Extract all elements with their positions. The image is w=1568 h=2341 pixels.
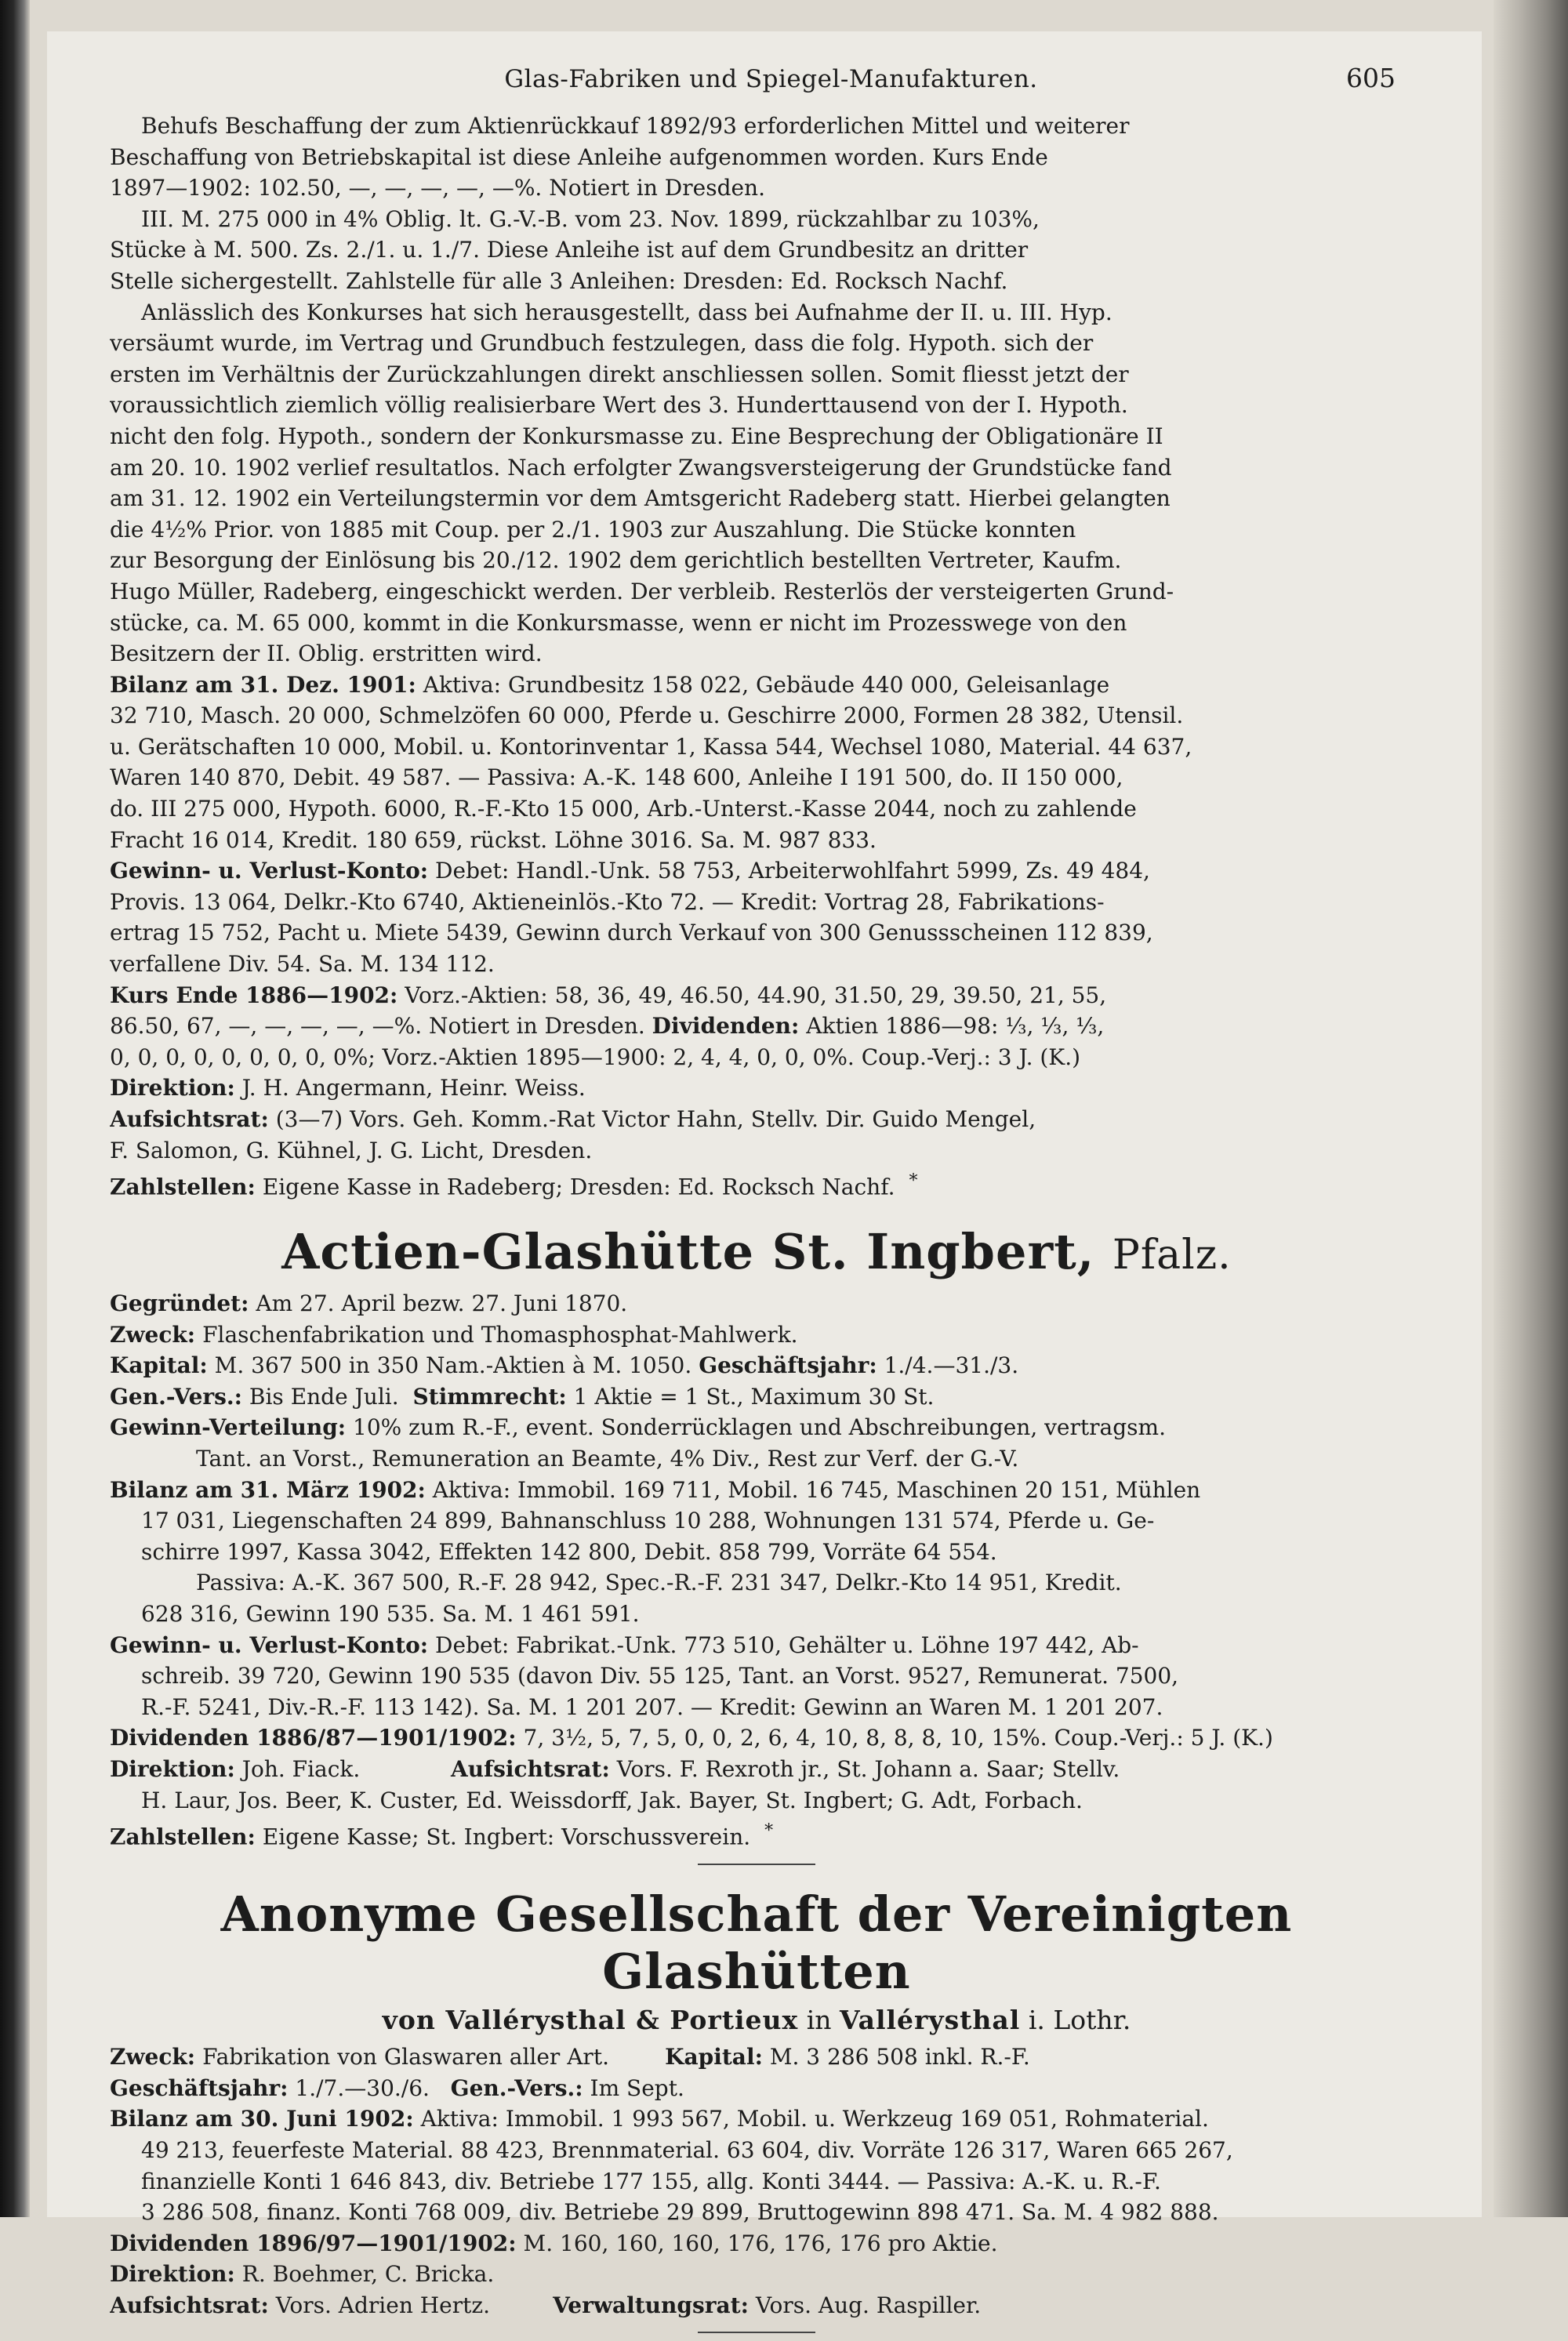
section-divider [698, 2332, 815, 2333]
text-line: Passiva: A.-K. 367 500, R.-F. 28 942, Spec.-R.-F. 231 347, Delkr.-Kto 14 951, Kredit. [196, 1570, 1122, 1596]
section-continuation [110, 111, 1403, 1203]
section-vallerysthal [110, 2042, 1403, 2321]
text-line: Beschaffung von Betriebskapital ist diese Anleihe aufgenommen worden. Kurs Ende [110, 143, 1048, 170]
geschaeftsjahr-line: Geschäftsjahr: 1./7.—30./6. Gen.-Vers.: Im Sept. [110, 2074, 684, 2101]
text-line: 628 316, Gewinn 190 535. Sa. M. 1 461 591. [141, 1601, 640, 1628]
bilanz-line: Bilanz am 31. Dez. 1901: Aktiva: Grundbesitz 158 022, Gebäude 440 000, Geleisanlage [110, 671, 1110, 698]
kurs-line: Kurs Ende 1886—1902: Vorz.-Aktien: 58, 36, 49, 46.50, 44.90, 31.50, 29, 39.50, 21, 55, [110, 982, 1107, 1008]
text-line: Fracht 16 014, Kredit. 180 659, rückst. Löhne 3016. Sa. M. 987 833. [110, 826, 877, 853]
text-line: Behufs Beschaffung der zum Aktienrückkauf 1892/93 erforderlichen Mittel und weiterer [141, 113, 1130, 139]
text-line: 32 710, Masch. 20 000, Schmelzöfen 60 000, Pferde u. Geschirre 2000, Formen 28 382, Utensil. [110, 702, 1184, 729]
text-line: R.-F. 5241, Div.-R.-F. 113 142). Sa. M. 1 201 207. — Kredit: Gewinn an Waren M. 1 201 207. [141, 1693, 1163, 1720]
text-line: Stücke à M. 500. Zs. 2./1. u. 1./7. Diese Anleihe ist auf dem Grundbesitz an dritter [110, 237, 1029, 263]
running-head [110, 63, 1403, 93]
text-line: zur Besorgung der Einlösung bis 20./12. 1902 dem gerichtlich bestellten Vertreter, Kaufm. [110, 547, 1122, 574]
text-line: 0, 0, 0, 0, 0, 0, 0, 0, 0%; Vorz.-Aktien 1895—1900: 2, 4, 4, 0, 0, 0%. Coup.-Verj.: 3 J. (K.) [110, 1043, 1081, 1070]
bilanz-label: Bilanz am 31. Dez. 1901: [110, 671, 416, 698]
zahlstellen-label: Zahlstellen: [110, 1174, 256, 1200]
text-line: 1897—1902: 102.50, —, —, —, —, —%. Notiert in Dresden. [110, 175, 765, 201]
zweck-line: Zweck: Flaschenfabrikation und Thomasphosphat-Mahlwerk. [110, 1321, 798, 1348]
page-number: 605 [1346, 63, 1396, 93]
text-line: III. M. 275 000 in 4% Oblig. lt. G.-V.-B. vom 23. Nov. 1899, rückzahlbar zu 103%, [141, 205, 1040, 232]
kurs-label: Kurs Ende 1886—1902: [110, 982, 398, 1008]
text-line: 3 286 508, finanz. Konti 768 009, div. Betriebe 29 899, Bruttogewinn 898 471. Sa. M. 4 982 888. [141, 2199, 1219, 2226]
dividenden-label: Dividenden: [652, 1013, 800, 1040]
scanned-page [47, 31, 1482, 2318]
text-line: do. III 275 000, Hypoth. 6000, R.-F.-Kto 15 000, Arb.-Unterst.-Kasse 2044, noch zu zahlende [110, 796, 1137, 822]
text-line: ersten im Verhältnis der Zurückzahlungen direkt anschliessen sollen. Somit fliesst jetzt der [110, 361, 1129, 387]
company-title-ingbert: Actien-Glashütte St. Ingbert, Pfalz. [281, 1223, 1232, 1281]
asterisk: * [764, 1821, 774, 1842]
direktion-line: Direktion: Joh. Fiack. Aufsichtsrat: Vors. F. Rexroth jr., St. Johann a. Saar; Stellv. [110, 1756, 1120, 1783]
direktion-line: Direktion: J. H. Angermann, Heinr. Weiss. [110, 1075, 586, 1102]
gegruendet-line: Gegründet: Am 27. April bezw. 27. Juni 1870. [110, 1290, 628, 1317]
section-divider [698, 1864, 815, 1865]
gewinn-label: Gewinn- u. Verlust-Konto: [110, 858, 429, 884]
zahlstellen-line: Zahlstellen: Eigene Kasse in Radeberg; Dresden: Ed. Rocksch Nachf. * [110, 1171, 918, 1200]
text-line: finanzielle Konti 1 646 843, div. Betriebe 177 155, allg. Konti 3444. — Passiva: A.-K. u. R.-F. [141, 2168, 1161, 2194]
kapital-line: Kapital: M. 367 500 in 350 Nam.-Aktien à M. 1050. Geschäftsjahr: 1./4.—31./3. [110, 1352, 1019, 1379]
text-line: u. Gerätschaften 10 000, Mobil. u. Kontorinventar 1, Kassa 544, Wechsel 1080, Material. 44 637, [110, 733, 1192, 760]
text-line: Provis. 13 064, Delkr.-Kto 6740, Aktieneinlös.-Kto 72. — Kredit: Vortrag 28, Fabrikations- [110, 888, 1105, 915]
text-line: am 20. 10. 1902 verlief resultatlos. Nach erfolgter Zwangsversteigerung der Grundstücke fand [110, 454, 1172, 481]
bilanz-line: Bilanz am 30. Juni 1902: Aktiva: Immobil. 1 993 567, Mobil. u. Werkzeug 169 051, Rohmaterial. [110, 2106, 1209, 2132]
gewinn-line: Gewinn- u. Verlust-Konto: Debet: Handl.-Unk. 58 753, Arbeiterwohlfahrt 5999, Zs. 49 484, [110, 858, 1150, 884]
direktion-label: Direktion: [110, 1075, 235, 1102]
book-spine-right [1494, 0, 1568, 2217]
text-line: nicht den folg. Hypoth., sondern der Konkursmasse zu. Eine Besprechung der Obligationäre II [110, 423, 1163, 449]
book-spine-left [0, 0, 30, 2217]
aufsichtsrat-line: Aufsichtsrat: (3—7) Vors. Geh. Komm.-Rat Victor Hahn, Stellv. Dir. Guido Mengel, [110, 1106, 1036, 1132]
text-line: stücke, ca. M. 65 000, kommt in die Konkursmasse, wenn er nicht im Prozesswege von den [110, 609, 1127, 636]
kurs-dividenden-line: 86.50, 67, —, —, —, —, —%. Notiert in Dresden. Dividenden: Aktien 1886—98: ⅓, ⅓, ⅓, [110, 1013, 1105, 1040]
text-line: Waren 140 870, Debit. 49 587. — Passiva: A.-K. 148 600, Anleihe I 191 500, do. II 150 000, [110, 764, 1123, 791]
text-line: 17 031, Liegenschaften 24 899, Bahnanschluss 10 288, Wohnungen 131 574, Pferde u. Ge- [141, 1508, 1155, 1534]
company-title-vallerysthal: Anonyme Gesellschaft der Vereinigten Glashütten [220, 1886, 1293, 2001]
direktion-line: Direktion: R. Boehmer, C. Bricka. [110, 2261, 495, 2288]
text-line: schirre 1997, Kassa 3042, Effekten 142 800, Debit. 858 799, Vorräte 64 554. [141, 1538, 997, 1565]
gewinnverteilung-line: Gewinn-Verteilung: 10% zum R.-F., event. Sonderrücklagen und Abschreibungen, vertragsm. [110, 1414, 1166, 1441]
text-line: ertrag 15 752, Pacht u. Miete 5439, Gewinn durch Verkauf von 300 Genussscheinen 112 839, [110, 920, 1153, 946]
asterisk: * [909, 1171, 918, 1192]
running-head-title: Glas-Fabriken und Spiegel-Manufakturen. [504, 65, 1038, 93]
dividenden-line: Dividenden 1886/87—1901/1902: 7, 3½, 5, 7, 5, 0, 0, 2, 6, 4, 10, 8, 8, 8, 10, 15%. Coup.-Verj.: 5 J. (K.) [110, 1725, 1273, 1751]
text-line: Hugo Müller, Radeberg, eingeschickt werden. Der verbleib. Resterlös der versteigerten Grund- [110, 578, 1174, 604]
text-line: die 4½% Prior. von 1885 mit Coup. per 2./1. 1903 zur Auszahlung. Die Stücke konnten [110, 516, 1076, 543]
bilanz-line: Bilanz am 31. März 1902: Aktiva: Immobil. 169 711, Mobil. 16 745, Maschinen 20 151, Mühlen [110, 1476, 1201, 1503]
genvers-line: Gen.-Vers.: Bis Ende Juli. Stimmrecht: 1 Aktie = 1 St., Maximum 30 St. [110, 1383, 935, 1410]
dividenden-line: Dividenden 1896/97—1901/1902: M. 160, 160, 160, 176, 176, 176 pro Aktie. [110, 2230, 998, 2256]
aufsichtsrat-label: Aufsichtsrat: [110, 1106, 269, 1132]
text-line: schreib. 39 720, Gewinn 190 535 (davon Div. 55 125, Tant. an Vorst. 9527, Remunerat. 7500, [141, 1663, 1179, 1690]
text-line: verfallene Div. 54. Sa. M. 134 112. [110, 951, 495, 978]
zweck-line: Zweck: Fabrikation von Glaswaren aller Art. Kapital: M. 3 286 508 inkl. R.-F. [110, 2044, 1030, 2071]
text-line: Tant. an Vorst., Remuneration an Beamte, 4% Div., Rest zur Verf. der G.-V. [196, 1446, 1019, 1472]
section-ingbert [110, 1288, 1403, 1853]
company-subtitle: von Vallérysthal & Portieux in Vallérysthal i. Lothr. [382, 2005, 1131, 2036]
text-line: voraussichtlich ziemlich völlig realisierbare Wert des 3. Hunderttausend von der I. Hypoth. [110, 392, 1128, 419]
text-line: Stelle sichergestellt. Zahlstelle für alle 3 Anleihen: Dresden: Ed. Rocksch Nachf. [110, 267, 1008, 294]
page-content [110, 31, 1403, 2341]
aufsichtsrat-line: Aufsichtsrat: Vors. Adrien Hertz. Verwaltungsrat: Vors. Aug. Raspiller. [110, 2292, 982, 2318]
text-line: am 31. 12. 1902 ein Verteilungstermin vor dem Amtsgericht Radeberg statt. Hierbei gelangten [110, 485, 1171, 512]
text-line: Anlässlich des Konkurses hat sich herausgestellt, dass bei Aufnahme der II. u. III. Hyp. [141, 299, 1112, 325]
zahlstellen-line: Zahlstellen: Eigene Kasse; St. Ingbert: Vorschussverein. * [110, 1821, 774, 1850]
text-line: 49 213, feuerfeste Material. 88 423, Brennmaterial. 63 604, div. Vorräte 126 317, Waren 665 267, [141, 2136, 1233, 2163]
gewinn-line: Gewinn- u. Verlust-Konto: Debet: Fabrikat.-Unk. 773 510, Gehälter u. Löhne 197 442, Ab- [110, 1631, 1139, 1658]
text-line: H. Laur, Jos. Beer, K. Custer, Ed. Weissdorff, Jak. Bayer, St. Ingbert; G. Adt, Forbach. [141, 1787, 1083, 1813]
text-line: F. Salomon, G. Kühnel, J. G. Licht, Dresden. [110, 1137, 593, 1163]
text-line: Besitzern der II. Oblig. erstritten wird. [110, 641, 543, 667]
text-line: versäumt wurde, im Vertrag und Grundbuch festzulegen, dass die folg. Hypoth. sich der [110, 330, 1094, 357]
